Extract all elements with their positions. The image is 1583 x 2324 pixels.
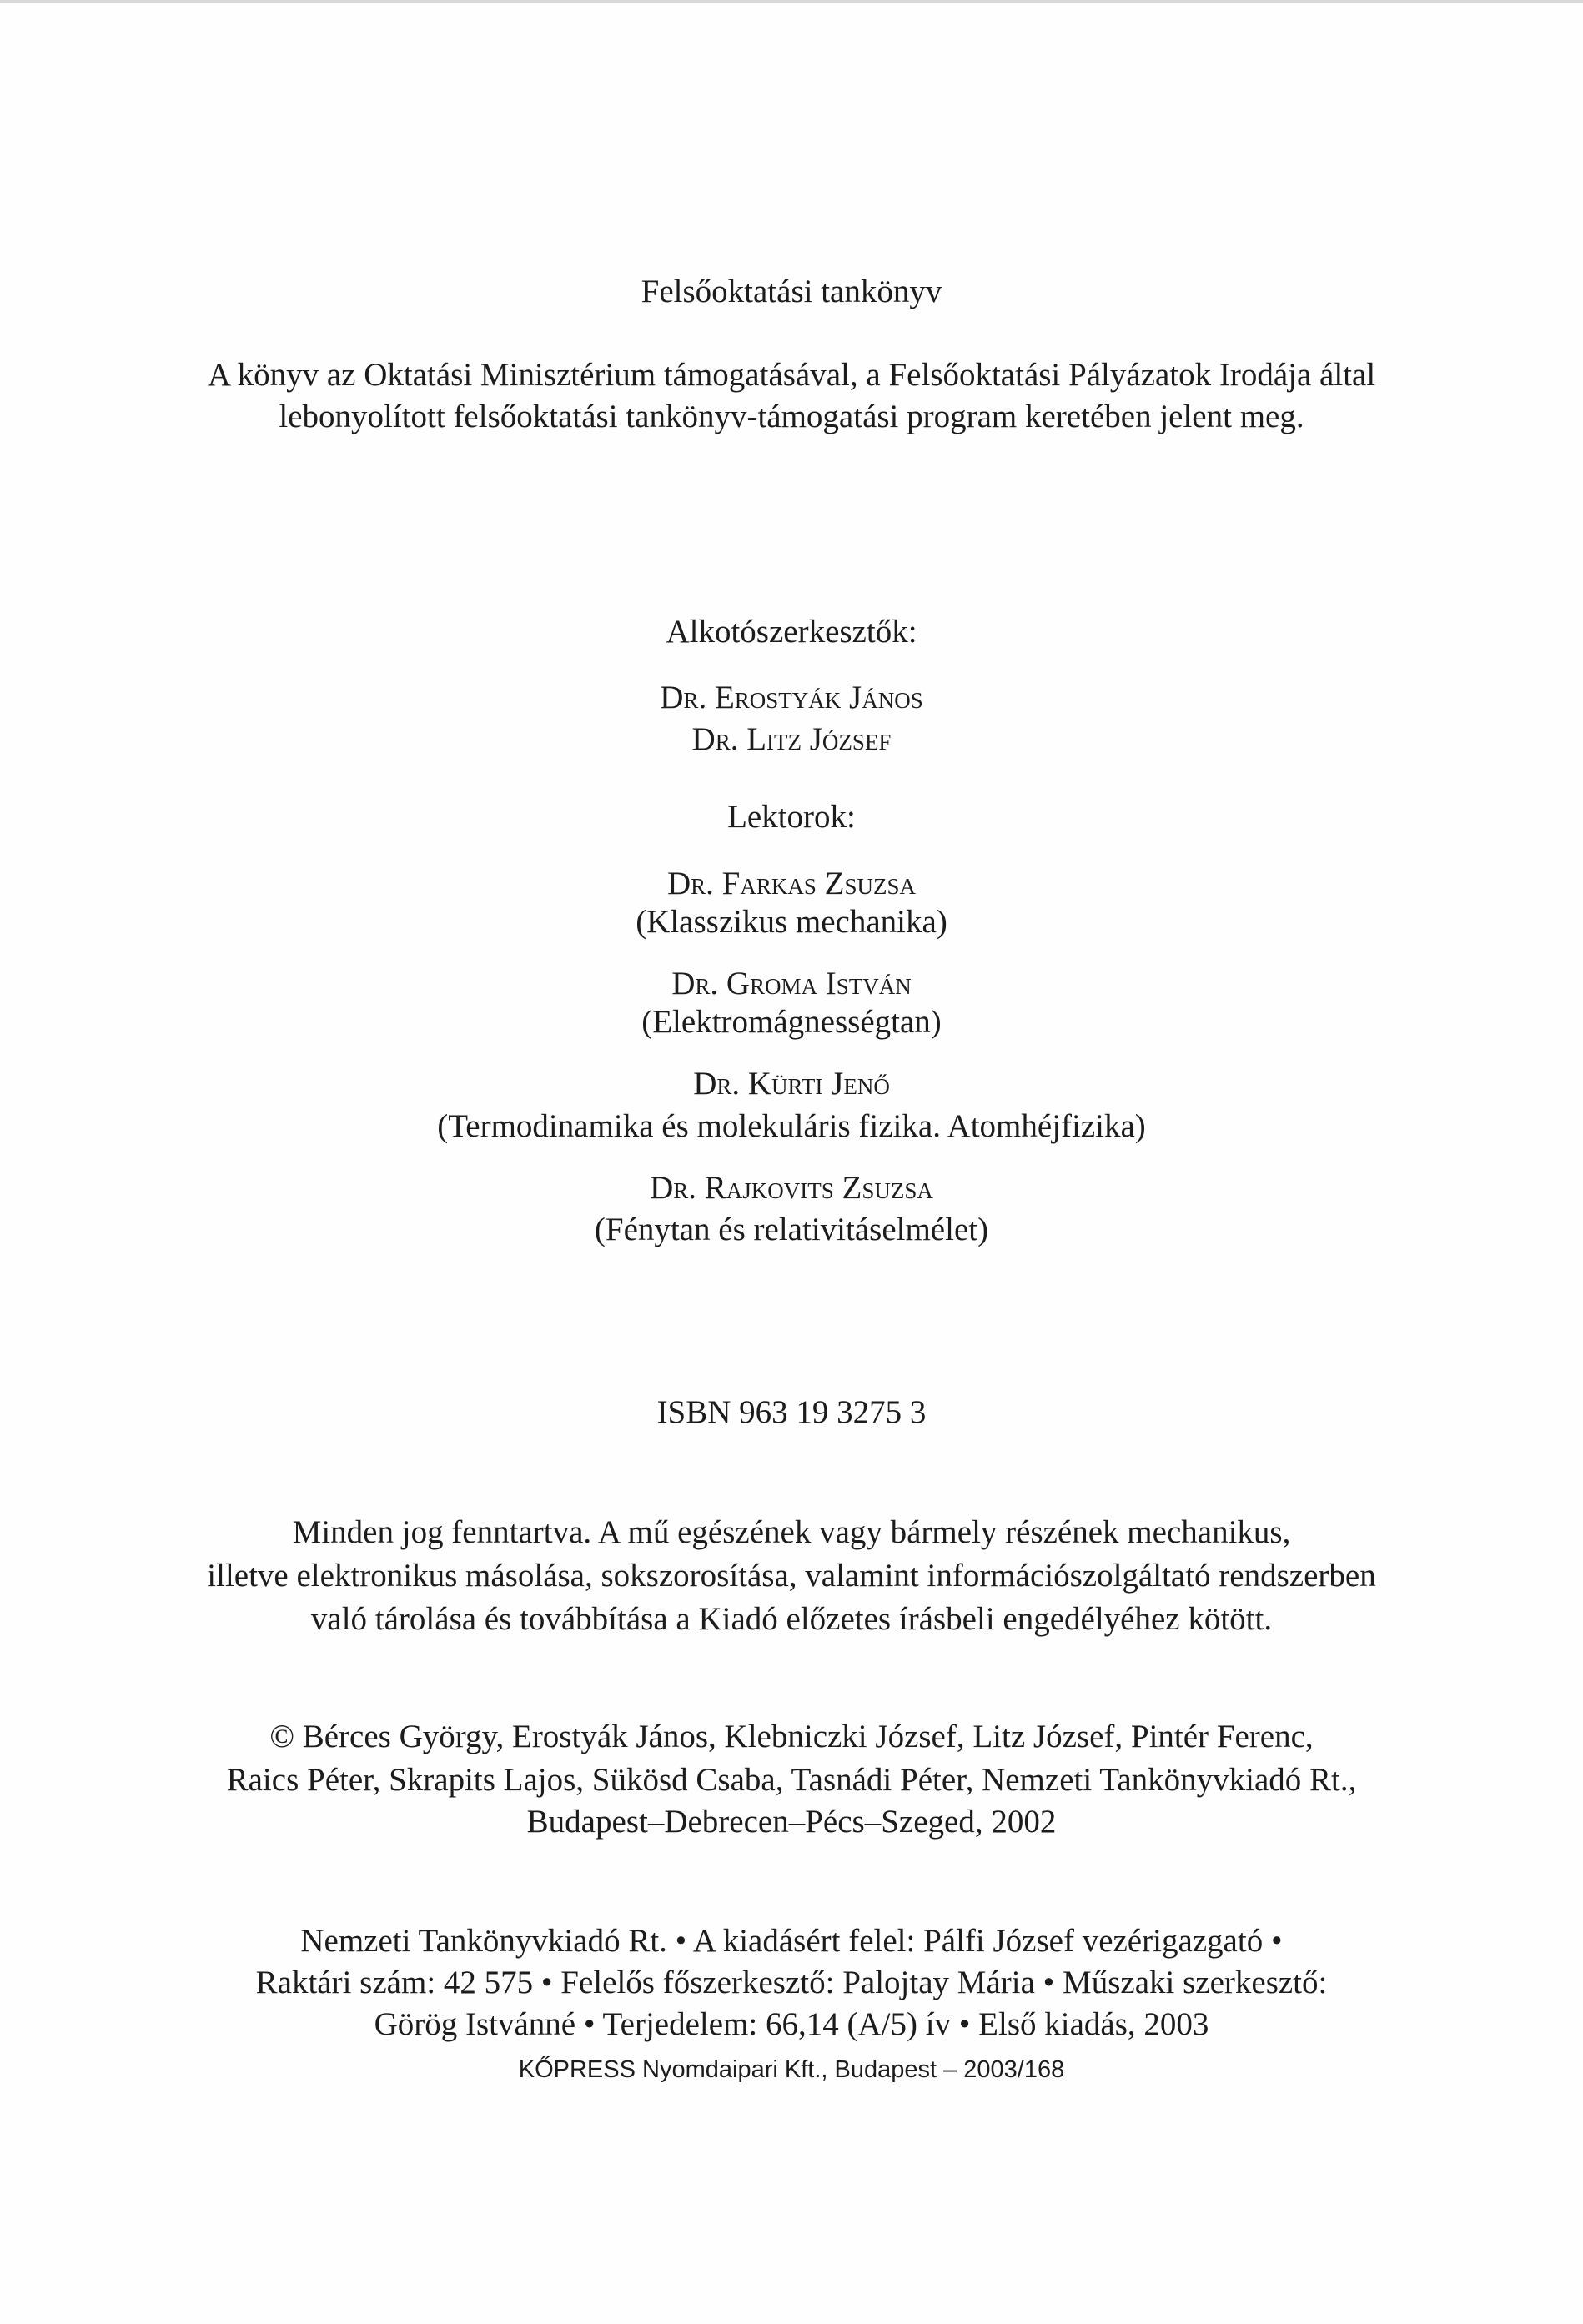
reviewers-heading: Lektorok: [727, 799, 856, 835]
book-category-title: Felsőoktatási tankönyv [641, 274, 942, 309]
imprint-line-2: Raktári szám: 42 575 • Felelős főszerkesztő: Palojtay Mária • Műszaki szerkesztő: [255, 1965, 1328, 2000]
printer-line: KŐPRESS Nyomdaipari Kft., Budapest – 2003/168 [518, 2056, 1065, 2083]
reviewer-name-2: Dr. Groma István [671, 966, 912, 1001]
reviewer-field-3: (Termodinamika és molekuláris fizika. Atomhéjfizika) [437, 1108, 1146, 1144]
support-line-2: lebonyolított felsőoktatási tankönyv-támogatási program keretében jelent meg. [279, 399, 1304, 434]
reviewer-name-3: Dr. Kürti Jenő [693, 1066, 890, 1102]
reviewer-field-4: (Fénytan és relativitáselmélet) [594, 1212, 989, 1247]
reviewer-name-4: Dr. Rajkovits Zsuzsa [650, 1170, 933, 1206]
editor-name-2: Dr. Litz József [691, 721, 892, 757]
support-line-1: A könyv az Oktatási Minisztérium támogatásával, a Felsőoktatási Pályázatok Irodája által [207, 357, 1376, 393]
top-edge-rule [0, 0, 1583, 3]
copyright-line-2: Raics Péter, Skrapits Lajos, Sükösd Csaba, Tasnádi Péter, Nemzeti Tankönyvkiadó Rt., [226, 1762, 1357, 1798]
copyright-line-1: © Bérces György, Erostyák János, Klebniczki József, Litz József, Pintér Ferenc, [269, 1719, 1314, 1754]
rights-line-2: illetve elektronikus másolása, sokszorosítása, valamint információszolgáltató rendszerben [207, 1558, 1376, 1594]
editors-heading: Alkotószerkesztők: [666, 614, 917, 650]
reviewer-field-2: (Elektromágnességtan) [641, 1004, 942, 1040]
imprint-line-3: Görög Istvánné • Terjedelem: 66,14 (A/5) ív • Első kiadás, 2003 [374, 2006, 1209, 2042]
reviewer-name-1: Dr. Farkas Zsuzsa [667, 866, 916, 901]
reviewer-field-1: (Klasszikus mechanika) [636, 904, 947, 940]
rights-line-1: Minden jog fenntartva. A mű egészének vagy bármely részének mechanikus, [292, 1514, 1291, 1550]
copyright-line-3: Budapest–Debrecen–Pécs–Szeged, 2002 [526, 1804, 1057, 1840]
rights-line-3: való tárolása és továbbítása a Kiadó előzetes írásbeli engedélyéhez kötött. [310, 1601, 1273, 1637]
editor-name-1: Dr. Erostyák János [660, 680, 923, 715]
isbn: ISBN 963 19 3275 3 [656, 1394, 927, 1430]
imprint-line-1: Nemzeti Tankönyvkiadó Rt. • A kiadásért felel: Pálfi József vezérigazgató • [300, 1923, 1283, 1959]
